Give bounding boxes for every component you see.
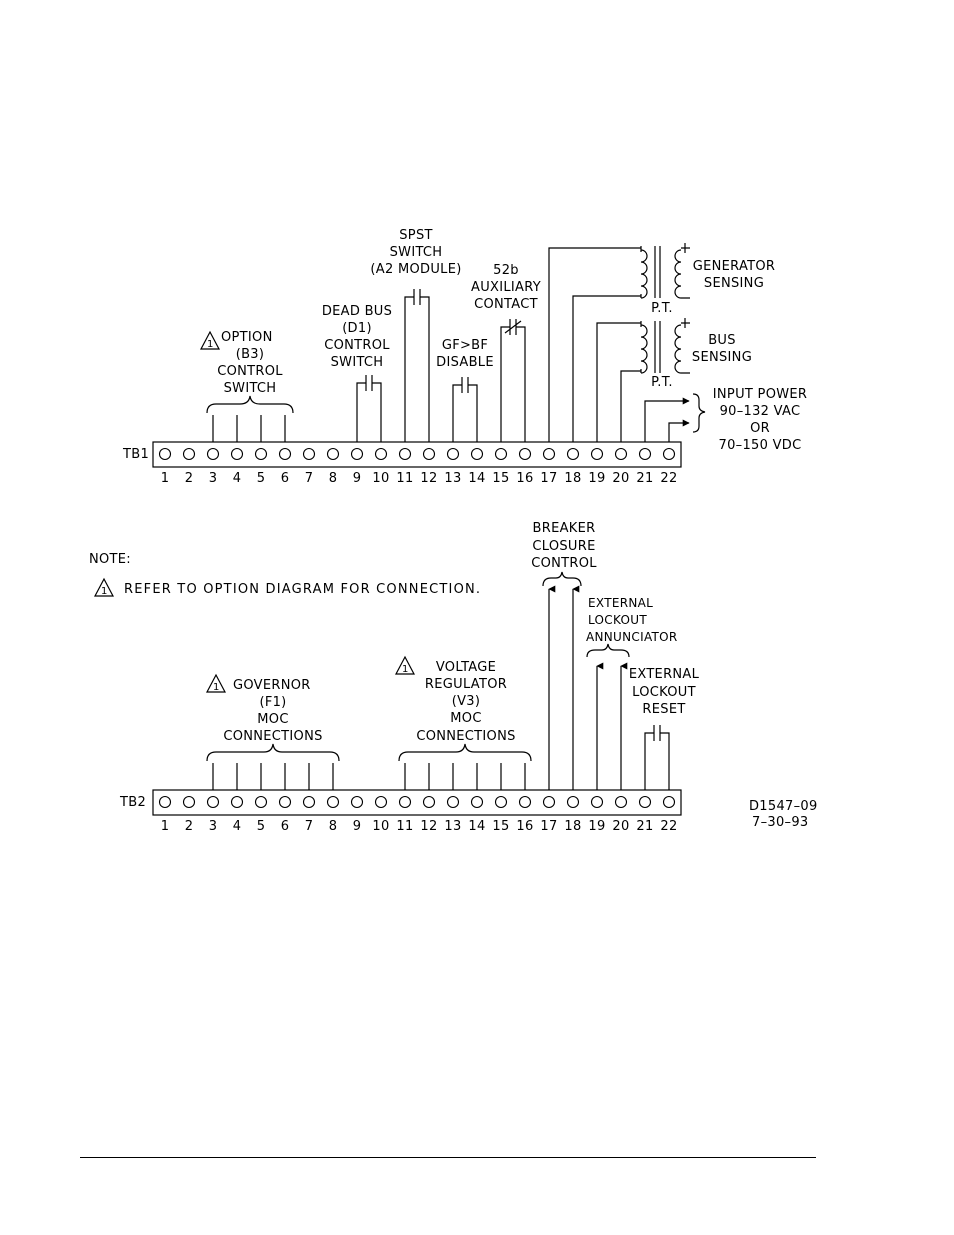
tb1-terminal-17 (544, 449, 555, 460)
tb1-terminal-16 (520, 449, 531, 460)
tb1-terminal-14 (472, 449, 483, 460)
option-b3-brace (207, 396, 293, 413)
drawing-date: 7–30–93 (752, 815, 809, 830)
tb1-terminal-number: 6 (280, 471, 290, 486)
tb2-terminal-21 (640, 797, 651, 808)
input-power-line1: INPUT POWER (712, 387, 808, 402)
tb2-terminal-10 (376, 797, 387, 808)
gen-sensing-line2: SENSING (703, 276, 765, 291)
tb1-label: TB1 (123, 447, 150, 462)
annunciator-line2: LOCKOUT (588, 613, 647, 627)
option-b3-line2: (B3) (235, 347, 265, 362)
tb2-terminal-number: 6 (280, 819, 290, 834)
input-power-brace (693, 394, 705, 432)
tb1-terminal-8 (328, 449, 339, 460)
tb2-terminal-number: 10 (372, 819, 390, 834)
voltage-regulator-brace (399, 744, 531, 761)
tb1-terminal-13 (448, 449, 459, 460)
tb1-terminal-number: 1 (160, 471, 170, 486)
tb1-terminal-12 (424, 449, 435, 460)
tb1-terminal-number: 9 (352, 471, 362, 486)
option-b3-line1: OPTION (221, 330, 273, 345)
dead-bus-line4: SWITCH (330, 355, 384, 370)
governor-line3: MOC (257, 712, 289, 727)
tb2-terminal-number: 5 (256, 819, 266, 834)
tb1-terminal-number: 2 (184, 471, 194, 486)
reset-line2: LOCKOUT (632, 685, 696, 700)
terminal-block-2 (119, 521, 818, 834)
reset-line3: RESET (642, 702, 686, 717)
tb2-terminal-number: 9 (352, 819, 362, 834)
tb2-terminal-number: 12 (420, 819, 438, 834)
tb1-terminal-number: 21 (636, 471, 654, 486)
voltage-reg-line5: CONNECTIONS (416, 729, 516, 744)
bus-pt-label: P.T. (651, 375, 673, 390)
aux-contact-line2: AUXILIARY (471, 280, 541, 295)
tb2-terminal-number: 18 (564, 819, 582, 834)
dead-bus-line1: DEAD BUS (321, 304, 393, 319)
tb1-terminal-3 (208, 449, 219, 460)
voltage-reg-line3: (V3) (451, 694, 481, 709)
tb2-terminal-number: 4 (232, 819, 242, 834)
tb2-terminal-13 (448, 797, 459, 808)
tb1-terminal-number: 11 (396, 471, 414, 486)
tb2-terminal-number: 17 (540, 819, 558, 834)
tb2-terminal-19 (592, 797, 603, 808)
tb2-terminal-11 (400, 797, 411, 808)
tb2-terminal-number: 11 (396, 819, 414, 834)
tb1-terminal-number: 22 (660, 471, 678, 486)
tb2-terminal-numbers (161, 819, 678, 834)
svg-text:1: 1 (101, 586, 108, 597)
tb2-terminal-number: 14 (468, 819, 486, 834)
annunciator-brace (587, 644, 629, 657)
tb2-terminal-number: 1 (160, 819, 170, 834)
breaker-closure-brace (543, 572, 581, 586)
tb1-terminal-number: 13 (444, 471, 462, 486)
tb2-terminal-6 (280, 797, 291, 808)
voltage-regulator-moc-connections (396, 657, 531, 790)
tb1-terminal-11 (400, 449, 411, 460)
tb1-terminal-5 (256, 449, 267, 460)
gf-bf-line2: DISABLE (436, 355, 494, 370)
warning-triangle-icon (95, 579, 113, 597)
tb2-terminal-18 (568, 797, 579, 808)
tb1-terminal-4 (232, 449, 243, 460)
voltage-reg-line1: VOLTAGE (435, 660, 497, 675)
tb2-terminal-2 (184, 797, 195, 808)
gf-bf-line1: GF>BF (441, 338, 489, 353)
gen-pt-label: P.T. (651, 301, 673, 316)
governor-line1: GOVERNOR (233, 678, 311, 693)
tb2-terminal-9 (352, 797, 363, 808)
tb2-label: TB2 (120, 795, 147, 810)
tb1-terminal-number: 7 (304, 471, 314, 486)
svg-text:1: 1 (207, 339, 214, 350)
warning-triangle-icon (207, 675, 225, 693)
note-text: REFER TO OPTION DIAGRAM FOR CONNECTION. (124, 582, 482, 597)
tb2-terminal-number: 8 (328, 819, 338, 834)
voltage-reg-line4: MOC (450, 711, 482, 726)
tb2-terminal-1 (160, 797, 171, 808)
tb2-terminal-22 (664, 797, 675, 808)
tb2-terminal-number: 19 (588, 819, 606, 834)
tb2-terminal-7 (304, 797, 315, 808)
breaker-closure-line1: BREAKER (532, 521, 596, 536)
tb2-terminal-20 (616, 797, 627, 808)
tb1-terminal-6 (280, 449, 291, 460)
tb2-terminal-8 (328, 797, 339, 808)
tb1-terminal-2 (184, 449, 195, 460)
tb1-terminal-number: 16 (516, 471, 534, 486)
tb1-terminal-7 (304, 449, 315, 460)
tb2-terminal-number: 2 (184, 819, 194, 834)
tb2-terminal-number: 22 (660, 819, 678, 834)
warning-triangle-icon (396, 657, 414, 675)
option-b3-line3: CONTROL (217, 364, 283, 379)
tb1-terminal-number: 8 (328, 471, 338, 486)
tb2-terminal-15 (496, 797, 507, 808)
tb2-terminal-number: 15 (492, 819, 510, 834)
note (89, 552, 481, 597)
gen-sensing-line1: GENERATOR (692, 259, 776, 274)
annunciator-line3: ANNUNCIATOR (586, 630, 678, 644)
tb2-terminal-17 (544, 797, 555, 808)
reset-line1: EXTERNAL (628, 667, 700, 682)
tb1-terminal-number: 20 (612, 471, 630, 486)
tb1-terminal-9 (352, 449, 363, 460)
tb2-terminal-number: 3 (208, 819, 218, 834)
tb2-terminal-5 (256, 797, 267, 808)
svg-text:1: 1 (402, 664, 409, 675)
aux-contact-line1: 52b (493, 263, 519, 278)
tb2-terminal-number: 13 (444, 819, 462, 834)
tb1-terminal-15 (496, 449, 507, 460)
tb2-terminal-16 (520, 797, 531, 808)
tb1-terminal-number: 15 (492, 471, 510, 486)
dead-bus-control-switch (322, 304, 392, 442)
tb1-terminal-1 (160, 449, 171, 460)
spst-line2: SWITCH (389, 245, 443, 260)
tb1-terminal-number: 3 (208, 471, 218, 486)
spst-line1: SPST (399, 228, 433, 243)
terminal-block-1 (122, 228, 807, 486)
tb1-terminal-22 (664, 449, 675, 460)
tb1-terminal-numbers (161, 471, 678, 486)
governor-line2: (F1) (259, 695, 287, 710)
drawing-number: D1547–09 (749, 799, 818, 814)
input-power-line2: 90–132 VAC (719, 404, 801, 419)
tb1-terminal-number: 5 (256, 471, 266, 486)
tb1-terminal-18 (568, 449, 579, 460)
breaker-closure-line2: CLOSURE (532, 539, 596, 554)
tb1-terminal-number: 4 (232, 471, 242, 486)
tb1-terminal-20 (616, 449, 627, 460)
tb1-terminal-number: 10 (372, 471, 390, 486)
tb2-terminal-number: 16 (516, 819, 534, 834)
spst-line3: (A2 MODULE) (370, 262, 462, 277)
tb1-terminal-number: 17 (540, 471, 558, 486)
tb2-terminal-14 (472, 797, 483, 808)
tb2-terminal-4 (232, 797, 243, 808)
option-b3-line4: SWITCH (223, 381, 277, 396)
tb2-terminal-number: 7 (304, 819, 314, 834)
external-lockout-reset (629, 667, 700, 790)
gf-bf-disable-switch (436, 338, 494, 442)
annunciator-line1: EXTERNAL (588, 596, 654, 610)
tb1-terminal-19 (592, 449, 603, 460)
governor-brace (207, 744, 339, 761)
svg-text:1: 1 (213, 682, 220, 693)
spst-switch (370, 228, 461, 442)
bus-sensing-line2: SENSING (691, 350, 753, 365)
tb1-terminal-number: 12 (420, 471, 438, 486)
tb1-terminal-number: 18 (564, 471, 582, 486)
input-power-line4: 70–150 VDC (718, 438, 802, 453)
aux-contact-line3: CONTACT (474, 297, 538, 312)
dead-bus-line2: (D1) (342, 321, 372, 336)
governor-moc-connections (207, 675, 339, 790)
governor-line4: CONNECTIONS (223, 729, 323, 744)
tb1-terminal-number: 14 (468, 471, 486, 486)
tb2-terminal-3 (208, 797, 219, 808)
footer-rule (80, 1157, 816, 1158)
tb1-terminal-number: 19 (588, 471, 606, 486)
warning-triangle-icon (201, 332, 219, 350)
tb1-terminal-10 (376, 449, 387, 460)
voltage-reg-line2: REGULATOR (424, 677, 508, 692)
tb2-terminal-12 (424, 797, 435, 808)
input-power-line3: OR (750, 421, 770, 436)
tb2-terminal-number: 20 (612, 819, 630, 834)
breaker-closure-line3: CONTROL (531, 556, 597, 571)
tb2-terminal-number: 21 (636, 819, 654, 834)
dead-bus-line3: CONTROL (324, 338, 390, 353)
option-b3-control-switch (201, 330, 293, 442)
note-title: NOTE: (89, 552, 131, 567)
bus-sensing-line1: BUS (708, 333, 736, 348)
tb1-terminal-21 (640, 449, 651, 460)
